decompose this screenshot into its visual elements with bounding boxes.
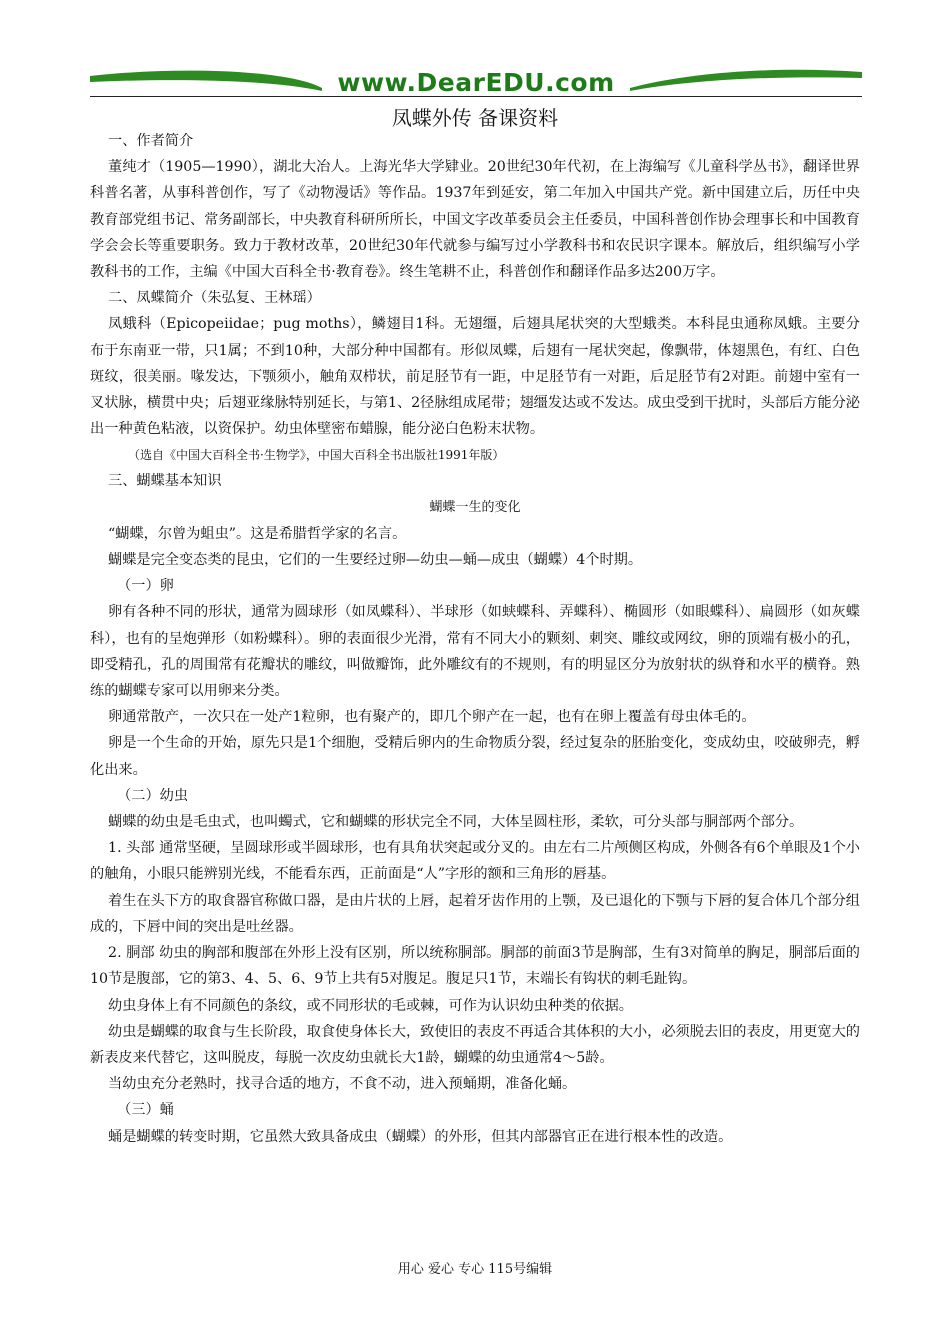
body-paragraph: 卵有各种不同的形状，通常为圆球形（如凤蝶科）、半球形（如蛱蝶科、弄蝶科）、椭圆形（如眼蝶科）、扁圆形（如灰蝶科），也有的呈炮弹形（如粉蝶科）。卵的表面很少光滑，常有不同大小的颗刻、刺突、雕纹或网纹，卵的顶端有极小的孔，即受精孔，孔的周围常有花瓣状的雕纹，叫做瓣饰，此外雕纹有的不规则，有的明显区分为放射状的纵脊和水平的横脊。熟练的蝴蝶专家可以用卵来分类。 [90,604,860,700]
body-paragraph: 着生在头下方的取食器官称做口器，是由片状的上唇，起着牙齿作用的上颚，及已退化的下颚与下唇的复合体几个部分组成的，下唇中间的突出是吐丝器。 [90,892,860,935]
site-logo-text[interactable]: www.DearEDU.com [337,68,615,97]
body-paragraph: 幼虫身体上有不同颜色的条纹，或不同形状的毛或棘，可作为认识幼虫种类的依据。 [108,997,633,1014]
page-footer: 用心 爱心 专心 115号编辑 [397,1262,553,1277]
subsection-heading: （二）幼虫 [117,787,189,804]
header-divider [90,96,862,97]
section-heading: 二、凤蝶简介（朱弘复、王林瑶） [108,290,321,307]
body-paragraph: 当幼虫充分老熟时，找寻合适的地方，不食不动，进入预蛹期，准备化蛹。 [108,1076,577,1093]
body-paragraph: 蝴蝶的幼虫是毛虫式，也叫蠋式，它和蝴蝶的形状完全不同，大体呈圆柱形，柔软，可分头部与胴部两个部分。 [108,814,804,831]
body-paragraph: 蝴蝶是完全变态类的昆虫，它们的一生要经过卵—幼虫—蛹—成虫（蝴蝶）4个时期。 [108,552,643,569]
subsection-heading: （一）卵 [117,578,174,595]
body-paragraph: 幼虫是蝴蝶的取食与生长阶段，取食使身体长大，致使旧的表皮不再适合其体积的大小，必须脱去旧的表皮，用更宽大的新表皮来代替它，这叫脱皮，每脱一次皮幼虫就长大1龄，蝴蝶的幼虫通常4～5龄。 [90,1023,860,1066]
page-title: 凤蝶外传 备课资料 [391,106,559,130]
document-body [90,128,860,1150]
section-heading: 一、作者简介 [108,133,194,149]
body-paragraph: 蛹是蝴蝶的转变时期，它虽然大致具备成虫（蝴蝶）的外形，但其内部器官正在进行根本性的改造。 [108,1128,733,1145]
citation-note: （选自《中国大百科全书·生物学》，中国大百科全书出版社1991年版） [128,448,505,463]
subsection-heading: （三）蛹 [117,1102,174,1119]
body-paragraph: 董纯才（1905—1990），湖北大冶人。上海光华大学肄业。20世纪30年代初，在上海编写《儿童科学丛书》，翻译世界科普名著，从事科普创作，写了《动物漫话》等作品。1937年到延安，第二年加入中国共产党。新中国建立后，历任中央教育部党组书记、常务副部长，中央教育科研所所长，中国文字改革委员会主任委员，中国科普创作协会理事长和中国教育学会会长等重要职务。致力于教材改革，20世纪30年代就参与编写过小学教科书和农民识字课本。解放后，组织编写小学教科书的工作，主编《中国大百科全书·教育卷》。终生笔耕不止，科普创作和翻译作品多达200万字。 [90,159,860,281]
body-paragraph: 2. 胴部 幼虫的胸部和腹部在外形上没有区别，所以统称胴部。胴部的前面3节是胸部，生有3对简单的胸足，胴部后面的10节是腹部，它的第3、4、5、6、9节上共有5对腹足。腹足只1节，末端长有钩状的刺毛趾钩。 [90,945,860,988]
body-paragraph: “蝴蝶，尔曾为蛆虫”。这是希腊哲学家的名言。 [108,525,407,542]
section-heading: 三、蝴蝶基本知识 [108,473,222,490]
body-paragraph: 卵通常散产，一次只在一处产1粒卵，也有聚产的，即几个卵产在一起，也有在卵上覆盖有母虫体毛的。 [108,709,756,726]
centered-subtitle: 蝴蝶一生的变化 [429,499,521,515]
body-paragraph: 1. 头部 通常坚硬，呈圆球形或半圆球形，也有具角状突起或分叉的。由左右二片颅侧区构成，外侧各有6个单眼及1个小的触角，小眼只能辨别光线，不能看东西，正前面是“人”字形的额和三角形的唇基。 [90,840,860,883]
body-paragraph: 卵是一个生命的开始，原先只是1个细胞，受精后卵内的生命物质分裂，经过复杂的胚胎变化，变成幼虫，咬破卵壳，孵化出来。 [90,735,860,778]
body-paragraph: 凤蛾科（Epicopeiidae；pug moths），鳞翅目1科。无翅缰，后翅具尾状突的大型蛾类。本科昆虫通称凤蛾。主要分布于东南亚一带，只1属；不到10种，大部分种中国都有。形似凤蝶，后翅有一尾状突起，像飘带，体翅黑色，有红、白色斑纹，很美丽。喙发达，下颚须小，触角双栉状，前足胫节有一距，中足胫节有一对距，后足胫节有2对距。前翅中室有一叉状脉，横贯中央；后翅亚缘脉特别延长，与第1、2径脉组成尾带；翅缰发达或不发达。成虫受到干扰时，头部后方能分泌出一种黄色粘液，以资保护。幼虫体壁密布蜡腺，能分泌白色粉末状物。 [90,316,860,438]
site-header [90,66,862,98]
